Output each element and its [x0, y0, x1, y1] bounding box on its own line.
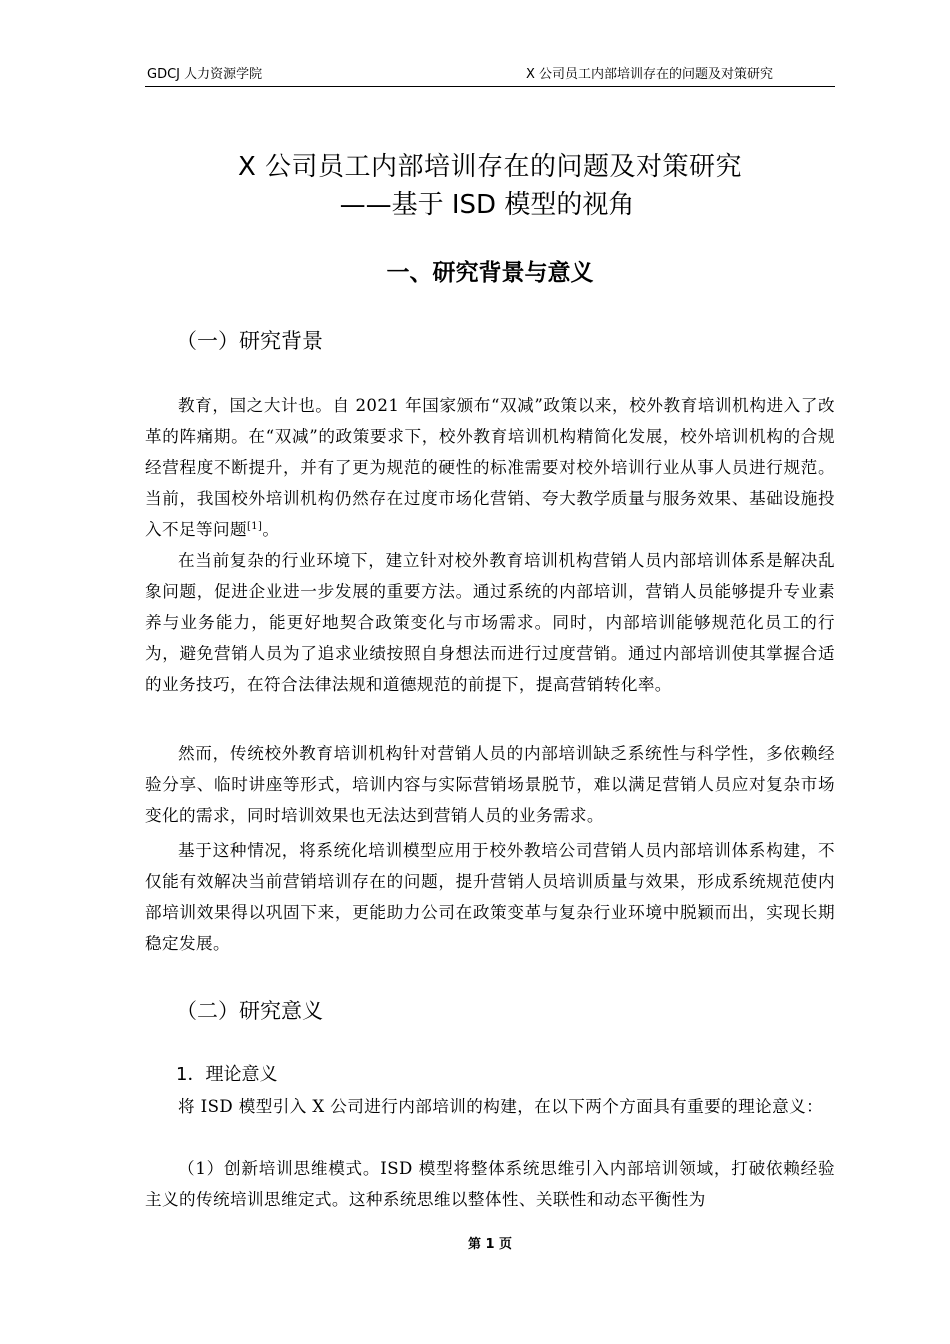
paragraph-text: 教育，国之大计也。自 2021 年国家颁布“双减”政策以来，校外教育培训机构进入了改革的阵痛期。在“双减”的政策要求下，校外教育培训机构精简化发展，校外培训机构的合规经营程度不断提升，并有了更为规范的硬性的标准需要对校外培训行业从事人员进行规范。当前，我国校外培训机构仍然存在过度市场化营销、夸大教学质量与服务效果、基础设施投入不足等问题 — [145, 396, 835, 539]
paragraph: 然而，传统校外教育培训机构针对营销人员的内部培训缺乏系统性与科学性，多依赖经验分享、临时讲座等形式，培训内容与实际营销场景脱节，难以满足营销人员应对复杂市场变化的需求，同时培训效果也无法达到营销人员的业务需求。 — [145, 744, 835, 825]
subsection-heading-significance: （二）研究意义 — [176, 999, 323, 1023]
title-line-1: X 公司员工内部培训存在的问题及对策研究 — [237, 152, 743, 182]
header-document-title: X 公司员工内部培训存在的问题及对策研究 — [525, 67, 773, 82]
subsection-heading-background: （一）研究背景 — [176, 329, 323, 353]
paragraph: 基于这种情况，将系统化培训模型应用于校外教培公司营销人员内部培训体系构建，不仅能有效解决当前营销培训存在的问题，提升营销人员培训质量与效果，形成系统规范使内部培训效果得以巩固下来，更能助力公司在政策变革与复杂行业环境中脱颖而出，实现长期稳定发展。 — [145, 841, 835, 953]
paragraph: 在当前复杂的行业环境下，建立针对校外教育培训机构营销人员内部培训体系是解决乱象问题，促进企业进一步发展的重要方法。通过系统的内部培训，营销人员能够提升专业素养与业务能力，能更好地契合政策变化与市场需求。同时，内部培训能够规范化员工的行为，避免营销人员为了追求业绩按照自身想法而进行过度营销。通过内部培训使其掌握合适的业务技巧，在符合法律法规和道德规范的前提下，提高营销转化率。 — [145, 551, 835, 694]
citation-marker[interactable]: [1] — [246, 521, 263, 532]
page-header — [145, 66, 835, 87]
paragraph-end: 。 — [262, 520, 280, 539]
paragraph — [145, 390, 835, 545]
header-institution: GDCJ 人力资源学院 — [147, 67, 263, 82]
section-heading: 一、研究背景与意义 — [386, 260, 594, 286]
paragraph: （1）创新培训思维模式。ISD 模型将整体系统思维引入内部培训领域，打破依赖经验主义的传统培训思维定式。这种系统思维以整体性、关联性和动态平衡性为 — [145, 1159, 835, 1209]
document-title — [145, 148, 835, 224]
page-number: 第 1 页 — [467, 1237, 513, 1252]
title-line-2: ——基于 ISD 模型的视角 — [339, 190, 635, 220]
paragraph: 将 ISD 模型引入 X 公司进行内部培训的构建，在以下两个方面具有重要的理论意义： — [178, 1097, 824, 1116]
item-heading-theoretical: 1．理论意义 — [176, 1064, 278, 1085]
